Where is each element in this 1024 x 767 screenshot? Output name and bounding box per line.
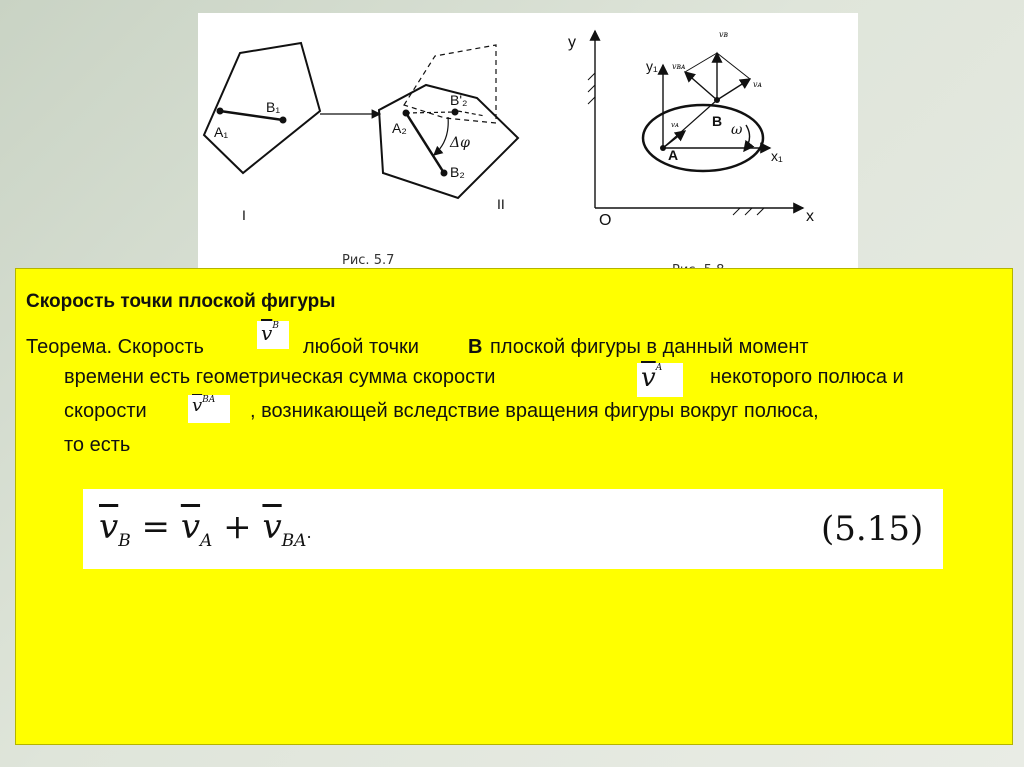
label-va-top: vᴀ xyxy=(753,80,763,89)
caption-fig-5-7: Рис. 5.7 xyxy=(342,253,395,268)
label-vba: vʙᴀ xyxy=(672,62,686,71)
vector-vba xyxy=(685,72,717,100)
label-o: O xyxy=(599,212,612,229)
label-x: x xyxy=(806,208,814,225)
section-heading: Скорость точки плоской фигуры xyxy=(26,291,336,312)
line-2-end: некоторого полюса и xyxy=(710,366,904,388)
symbol-vba: $\overline{v}$ $^{BA}$ xyxy=(188,395,230,423)
formula-box xyxy=(83,489,943,569)
line-3-end: , возникающей вследствие вращения фигуры вокруг полюса, xyxy=(250,400,819,422)
body-ellipse xyxy=(643,105,763,171)
label-b2: B₂ xyxy=(450,164,465,180)
label-omega: ω xyxy=(731,122,743,138)
figure-5-7 xyxy=(204,43,518,198)
line-1-bold-b: B xyxy=(468,336,483,358)
figures-svg xyxy=(198,13,858,285)
figure-panel xyxy=(198,13,858,285)
label-b1: B₁ xyxy=(266,99,281,115)
label-y: y xyxy=(568,34,576,51)
label-va-small: vᴀ xyxy=(671,121,679,129)
label-roman-1: I xyxy=(242,207,246,223)
label-x1: x₁ xyxy=(771,148,783,164)
formula-number: (5.15) xyxy=(821,509,924,549)
label-roman-2: II xyxy=(497,196,505,212)
label-vb: vʙ xyxy=(719,30,729,39)
dashed-polygon xyxy=(404,45,496,123)
formula-equation: $\overline{v}_B = \overline{v}_A + \overline{v}_{BA}$. xyxy=(99,507,312,551)
symbol-va: $\overline{v}$ $^A$ xyxy=(637,363,683,397)
line-1-start: Теорема. Скорость xyxy=(26,336,204,358)
label-b2prime: B'₂ xyxy=(450,92,468,108)
omega-arrow xyxy=(744,125,750,151)
symbol-vb: $\overline{v}$ $^B$ xyxy=(257,321,289,349)
line-1-middle: любой точки xyxy=(303,336,419,358)
label-b: B xyxy=(712,113,723,129)
vector-va xyxy=(717,79,750,100)
label-a1: A₁ xyxy=(214,124,229,140)
label-y1: y₁ xyxy=(646,58,658,74)
polygon-position-2 xyxy=(379,85,518,198)
line-1-end: плоской фигуры в данный момент xyxy=(490,336,809,358)
line-3-start: скорости xyxy=(64,400,147,422)
wall-hatch xyxy=(588,73,764,215)
figure-5-8 xyxy=(588,31,803,215)
line-4: то есть xyxy=(64,434,131,456)
label-dphi: Δφ xyxy=(450,135,470,151)
label-a2: A₂ xyxy=(392,120,407,136)
theorem-panel xyxy=(15,268,1013,745)
line-2-start: времени есть геометрическая сумма скорости xyxy=(64,366,496,388)
label-a: A xyxy=(668,147,679,163)
